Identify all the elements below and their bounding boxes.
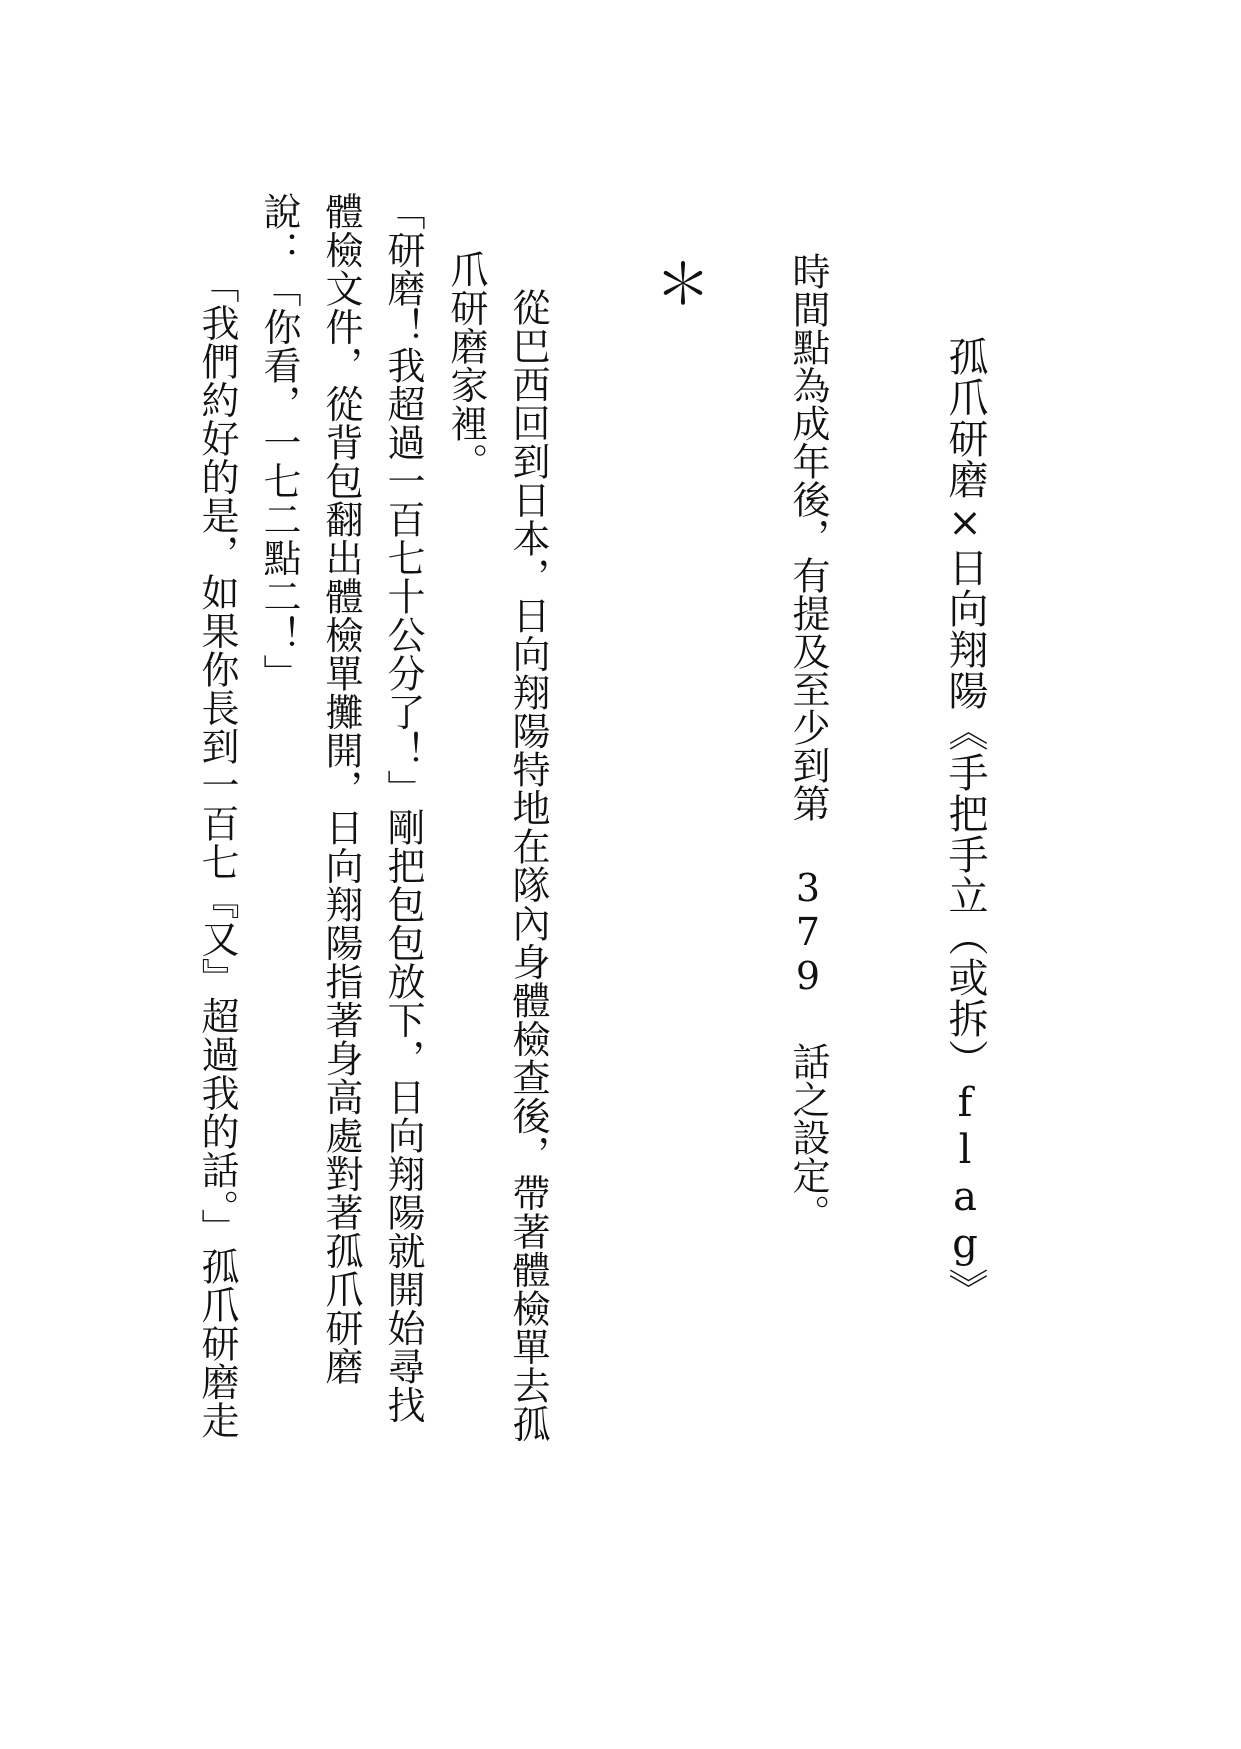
document-title: 孤爪研磨×日向翔陽《手把手立（或拆）flag》 — [942, 336, 988, 1309]
timeline-note: 時間點為成年後，有提及至少到第 379 話之設定。 — [786, 252, 830, 1232]
paragraph-3: 「我們約好的是，如果你長到一百七『又』超過我的話。」孤爪研磨走 — [195, 265, 239, 1440]
section-separator: ＊ — [655, 253, 711, 318]
paragraph-1: 從巴西回到日本，日向翔陽特地在隊內身體檢查後，帶著體檢單去孤爪研磨家裡。 — [444, 250, 550, 1443]
paragraph-2: 「研磨！我超過一百七十公分了！」剛把包包放下，日向翔陽就開始尋找體檢文件，從背包翻出體檢單攤開，日向翔陽指著身高處對著孤爪研磨說：「你看，一七二點二！」 — [257, 192, 425, 1424]
